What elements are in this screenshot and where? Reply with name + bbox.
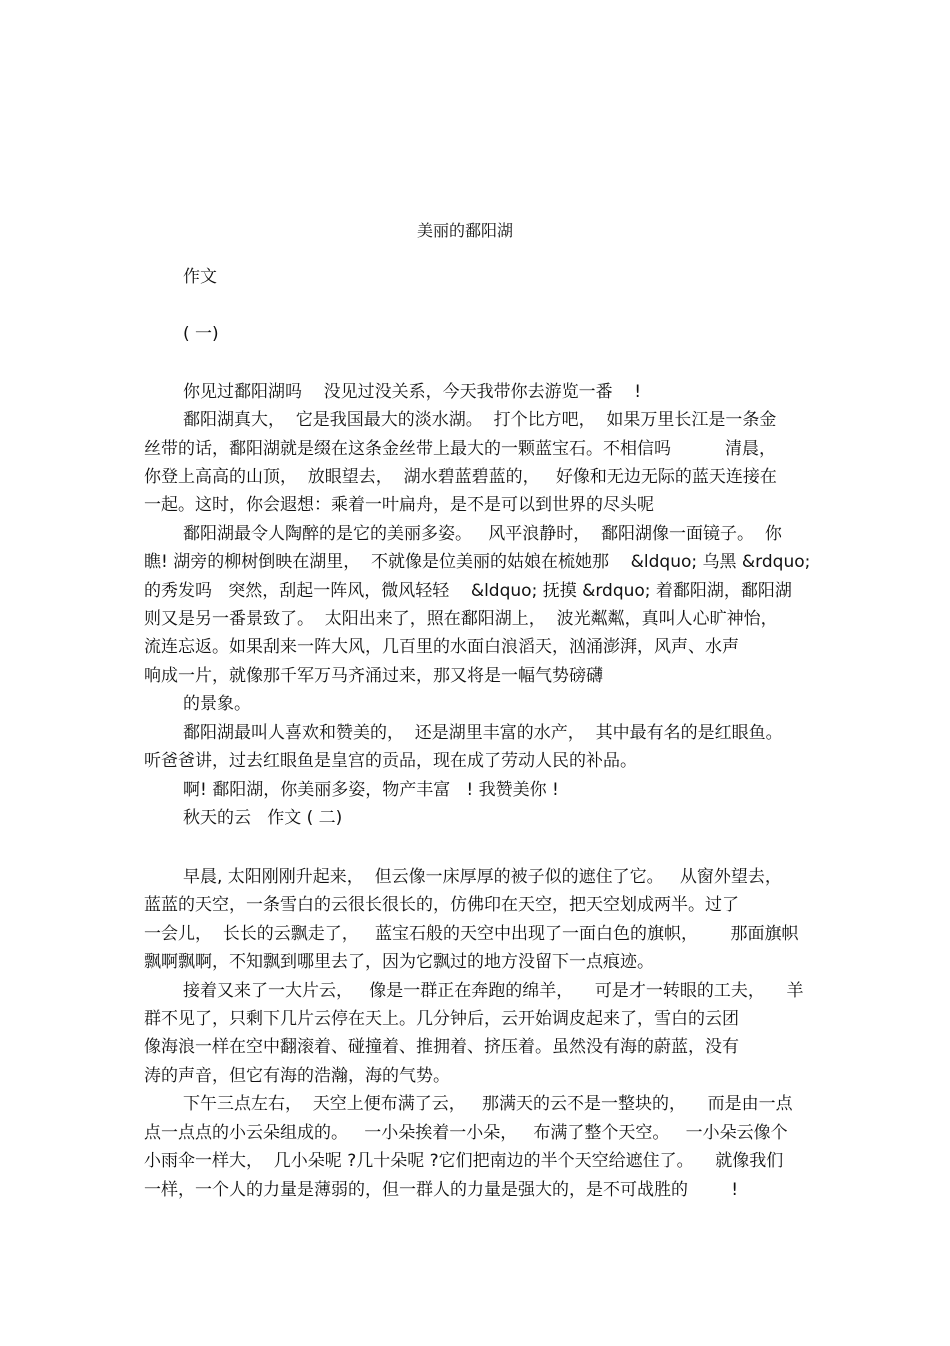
text-line: 则又是另一番景致了。 太阳出来了，照在鄱阳湖上， 波光粼粼，真叫人心旷神怡，: [144, 609, 778, 629]
text-line: 一样，一个人的力量是薄弱的，但一群人的力量是强大的，是不可战胜的 !: [144, 1180, 739, 1200]
text-line: 作文: [183, 267, 217, 287]
text-line: 的景象。: [183, 694, 251, 714]
text-line: 下午三点左右， 天空上便布满了云， 那满天的云不是一整块的， 而是由一点: [183, 1094, 793, 1114]
text-line: 鄱阳湖最令人陶醉的是它的美丽多姿。 风平浪静时， 鄱阳湖像一面镜子。 你: [183, 524, 782, 544]
text-line: ( 一): [183, 324, 219, 344]
text-line: 鄱阳湖最叫人喜欢和赞美的， 还是湖里丰富的水产， 其中最有名的是红眼鱼。: [183, 723, 783, 743]
text-line: 的秀发吗 突然，刮起一阵风，微风轻轻 &ldquo; 抚摸 &rdquo; 着鄱阳湖，鄱阳湖: [144, 581, 792, 601]
text-line: 一起。这时，你会遐想：乘着一叶扁舟，是不是可以到世界的尽头呢: [144, 495, 654, 515]
text-line: 蓝蓝的天空，一条雪白的云很长很长的，仿佛印在天空，把天空划成两半。过了: [144, 895, 739, 915]
document-title: 美丽的鄱阳湖: [417, 221, 514, 240]
text-line: 你登上高高的山顶， 放眼望去， 湖水碧蓝碧蓝的， 好像和无边无际的蓝天连接在: [144, 467, 777, 487]
text-line: 涛的声音，但它有海的浩瀚，海的气势。: [144, 1066, 450, 1086]
text-line: 早晨, 太阳刚刚升起来， 但云像一床厚厚的被子似的遮住了它。 从窗外望去，: [183, 867, 782, 887]
text-line: 啊! 鄱阳湖，你美丽多姿，物产丰富 ! 我赞美你 !: [183, 780, 559, 800]
text-line: 你见过鄱阳湖吗 没见过没关系，今天我带你去游览一番 !: [183, 382, 642, 402]
text-line: 点一点点的小云朵组成的。 一小朵挨着一小朵， 布满了整个天空。 一小朵云像个: [144, 1123, 788, 1143]
text-line: 小雨伞一样大， 几小朵呢 ?几十朵呢 ?它们把南边的半个天空给遮住了。 就像我们: [144, 1151, 784, 1171]
text-line: 像海浪一样在空中翻滚着、碰撞着、推拥着、挤压着。虽然没有海的蔚蓝，没有: [144, 1037, 739, 1057]
text-line: 流连忘返。如果刮来一阵大风，几百里的水面白浪滔天，汹涌澎湃，风声、水声: [144, 637, 739, 657]
text-line: 群不见了，只剩下几片云停在天上。几分钟后，云开始调皮起来了，雪白的云团: [144, 1009, 739, 1029]
text-line: 响成一片，就像那千军万马齐涌过来，那又将是一幅气势磅礴: [144, 666, 603, 686]
text-line: 瞧! 湖旁的柳树倒映在湖里， 不就像是位美丽的姑娘在梳她那 &ldquo; 乌黑 &rdquo;: [144, 552, 811, 572]
text-line: 丝带的话，鄱阳湖就是缀在这条金丝带上最大的一颗蓝宝石。不相信吗 清晨，: [144, 439, 777, 459]
text-line: 一会儿， 长长的云飘走了， 蓝宝石般的天空中出现了一面白色的旗帜， 那面旗帜: [144, 924, 799, 944]
text-line: 接着又来了一大片云， 像是一群正在奔跑的绵羊， 可是才一转眼的工夫， 羊: [183, 981, 804, 1001]
text-line: 飘啊飘啊，不知飘到哪里去了，因为它飘过的地方没留下一点痕迹。: [144, 952, 654, 972]
section-heading: 秋天的云 作文 ( 二): [183, 808, 343, 828]
text-line: 鄱阳湖真大， 它是我国最大的淡水湖。 打个比方吧， 如果万里长江是一条金: [183, 410, 777, 430]
text-line: 听爸爸讲，过去红眼鱼是皇宫的贡品，现在成了劳动人民的补品。: [144, 751, 637, 771]
